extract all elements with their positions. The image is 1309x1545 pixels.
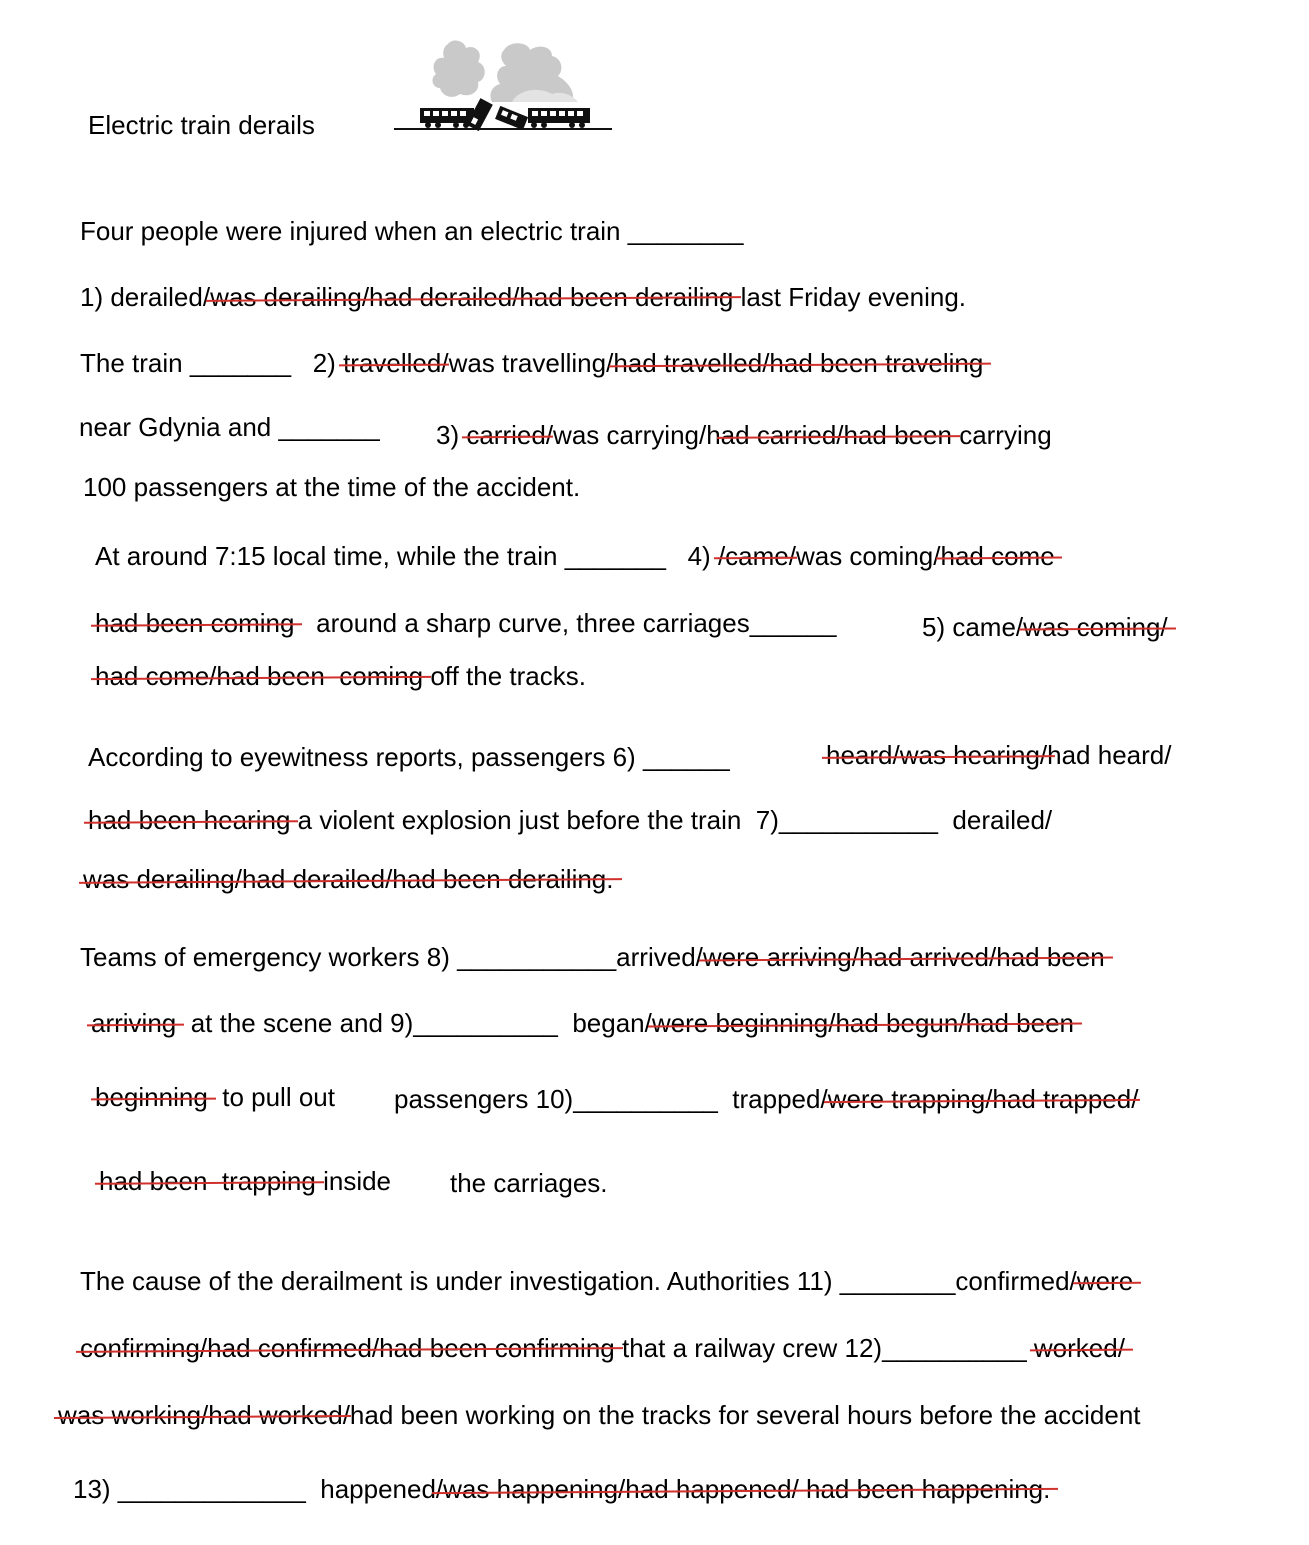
struck-out-option: was derailing/had derailed/had been derailing — [210, 282, 734, 312]
text-segment: 100 passengers at the time of the accident. — [83, 472, 581, 502]
text-segment: inside — [315, 1166, 392, 1196]
text-line — [95, 661, 586, 691]
text-line — [99, 1166, 391, 1196]
text-segment: At around 7:15 local time, while the train _______ 4) — [95, 541, 718, 571]
struck-out-option: had been hearing — [88, 805, 291, 835]
text-segment: off the tracks. — [423, 661, 586, 691]
text-segment: had heard/ — [1047, 740, 1172, 770]
text-line — [73, 1474, 1050, 1504]
struck-out-option: had been coming — [95, 608, 295, 638]
struck-out-option: carried — [466, 420, 546, 450]
text-segment: According to eyewitness reports, passengers 6) ______ — [88, 742, 730, 772]
text-segment: Teams of emergency workers 8) ___________arrived/ — [80, 942, 703, 972]
text-segment: /was coming/ — [788, 541, 941, 571]
text-segment: /was carrying/h — [545, 420, 721, 450]
text-line — [83, 472, 580, 502]
struck-out-option: was working/had worked — [58, 1400, 343, 1430]
text-line — [394, 1084, 1138, 1114]
text-segment: around a sharp curve, three carriages______ — [294, 608, 837, 638]
text-line — [88, 742, 730, 772]
text-segment: 1) derailed/ — [80, 282, 211, 312]
text-segment: the carriages. — [450, 1168, 608, 1198]
struck-out-option: confirming/had confirmed/had been confirming — [80, 1333, 615, 1363]
text-segment: The train _______ 2) — [80, 348, 344, 378]
struck-out-option: /came — [717, 541, 789, 571]
text-line — [80, 1333, 1125, 1363]
text-line — [58, 1400, 1141, 1430]
text-segment: Four people were injured when an electric train ________ — [80, 216, 744, 246]
text-segment: /had been working on the tracks for several hours before the accident — [342, 1400, 1141, 1430]
struck-out-option: /was happening/had happened/ had been happening. — [435, 1474, 1051, 1504]
text-line — [80, 216, 743, 246]
text-segment: / — [1131, 1084, 1139, 1114]
text-line — [95, 541, 1055, 571]
text-line — [79, 412, 380, 442]
text-line — [83, 864, 614, 894]
text-segment: 13) _____________ happened — [73, 1474, 436, 1504]
text-line — [80, 1266, 1133, 1296]
text-line — [450, 1168, 608, 1198]
struck-out-option: were arriving/had arrived/had been — [702, 942, 1105, 972]
struck-out-option: was derailing/had derailed/had been derailing. — [83, 864, 614, 894]
train-derailment-illustration — [392, 36, 614, 136]
text-segment: a violent explosion just before the train 7)___________ derailed/ — [290, 805, 1053, 835]
struck-out-option: was coming/ — [1023, 612, 1168, 642]
struck-out-option: were — [1076, 1266, 1134, 1296]
text-line — [80, 282, 966, 312]
text-line — [436, 420, 1052, 450]
struck-out-option: heard/was hearing/ — [826, 740, 1048, 770]
struck-out-option: had come/had been coming — [95, 661, 424, 691]
struck-out-option: travelled — [343, 348, 442, 378]
struck-out-option: had come — [940, 541, 1055, 571]
text-segment: /was travelling/ — [441, 348, 614, 378]
struck-out-option: were trapping/had trapped — [827, 1084, 1132, 1114]
struck-out-option: beginning — [95, 1082, 208, 1112]
text-line — [88, 805, 1052, 835]
text-segment: at the scene and 9)__________ began/ — [176, 1008, 652, 1038]
struck-out-option: had travelled/had been traveling — [613, 348, 984, 378]
struck-out-option: worked/ — [1033, 1333, 1125, 1363]
struck-out-option: ad carried/had been — [720, 420, 952, 450]
text-segment: 5) came/ — [922, 612, 1024, 642]
text-segment: near Gdynia and _______ — [79, 412, 380, 442]
struck-out-option: were beginning/had begun/had been — [651, 1008, 1075, 1038]
text-line — [826, 740, 1171, 770]
text-segment: that a railway crew 12)__________ — [614, 1333, 1034, 1363]
text-segment: The cause of the derailment is under investigation. Authorities 11) ________confirmed/ — [80, 1266, 1077, 1296]
struck-out-option: had been trapping — [99, 1166, 316, 1196]
text-line — [95, 608, 837, 638]
text-line — [91, 1008, 1074, 1038]
text-segment: last Friday evening. — [733, 282, 967, 312]
text-segment: carrying — [951, 420, 1052, 450]
text-segment: passengers 10)__________ trapped/ — [394, 1084, 828, 1114]
page-title: Electric train derails — [88, 110, 315, 140]
struck-out-option: arriving — [91, 1008, 177, 1038]
text-line — [80, 348, 983, 378]
text-segment: 3) — [436, 420, 467, 450]
text-line — [922, 612, 1168, 642]
text-line — [80, 942, 1105, 972]
text-line — [95, 1082, 335, 1112]
text-segment: to pull out — [207, 1082, 335, 1112]
